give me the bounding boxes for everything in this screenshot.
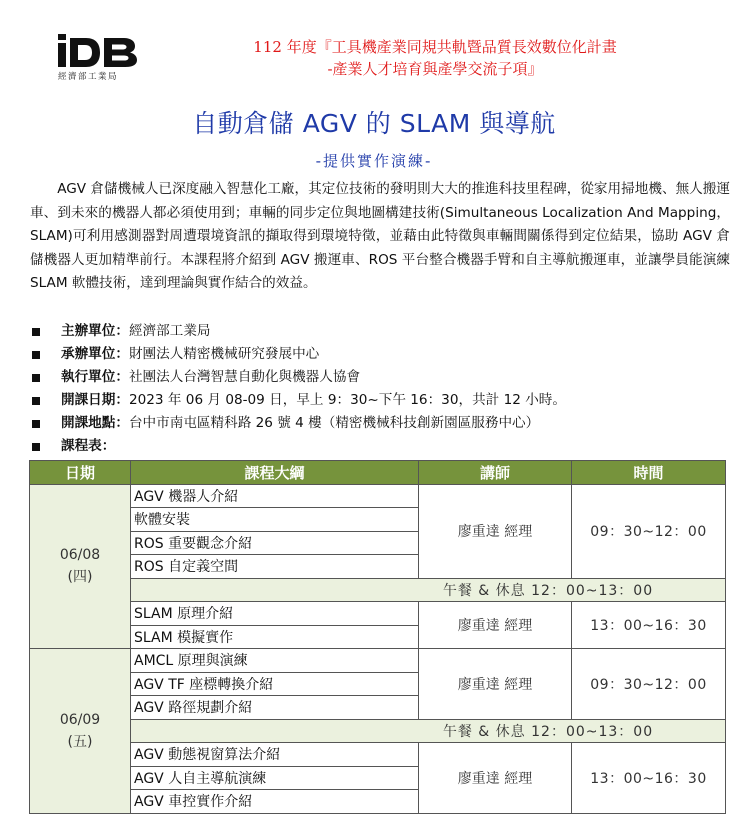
topic-cell: AMCL 原理與演練 [131,649,419,673]
header-time: 時間 [572,461,726,485]
square-bullet-icon [32,328,40,336]
header-outline: 課程大綱 [131,461,419,485]
course-schedule-table [29,460,726,814]
info-label: 主辦單位： [61,323,129,339]
plan-title-line1: 112 年度『工具機產業同規共軌暨品質長效數位化計畫 [253,38,617,56]
day2-morning-time: 09：30~12：00 [572,649,726,720]
square-bullet-icon [32,443,40,451]
topic-cell: ROS 自定義空間 [131,555,419,579]
info-value: 經濟部工業局 [128,323,211,339]
page-header [0,0,748,90]
course-title: 自動倉儲 AGV 的 SLAM 與導航 [192,109,556,138]
day1-morning-instructor: 廖重達 經理 [419,484,572,578]
square-bullet-icon [32,351,40,359]
idb-logo-mark [58,34,140,68]
table-header-row [30,461,726,485]
table-row [30,578,726,602]
topic-cell: AGV 人自主導航演練 [131,766,419,790]
lunch-break-text: 午餐 & 休息 12：00~13：00 [442,723,654,740]
info-label: 執行單位： [61,369,129,385]
info-item-location [30,412,730,435]
topic-cell: 軟體安裝 [131,508,419,532]
day1-afternoon-time: 13：00~16：30 [572,602,726,649]
info-item-date [30,389,730,412]
header-instructor: 講師 [419,461,572,485]
table-row [30,743,726,767]
info-label: 承辦單位： [61,346,129,362]
table-row [30,602,726,626]
info-label: 課程表： [61,438,116,454]
info-value: 社團法人台灣智慧自動化與機器人協會 [128,369,361,385]
topic-cell: AGV 機器人介紹 [131,484,419,508]
topic-cell: ROS 重要觀念介紹 [131,531,419,555]
course-introduction: AGV 倉儲機械人已深度融入智慧化工廠，其定位技術的發明則大大的推進科技里程碑，從家用掃地機、無人搬運車、到未來的機器人都必須使用到；車輛的同步定位與地圖構建技術(Simultaneous Localization And Mapping，SLAM)可利用感測器對周遭環境資訊的擷取得到環境特徵，並藉由此特徵與車輛間關係得到定位結果，協助 AGV 倉儲機器人更加精準前行。本課程將介紹到 AGV 搬運車、ROS 平台整合機器手臂和自主導航搬運車，並讓學員能演練 SLAM 軟體技術，達到理論與實作結合的效益。 [30,181,730,291]
info-item-schedule [30,435,730,458]
lunch-break-text: 午餐 & 休息 12：00~13：00 [442,582,654,599]
info-value: 財團法人精密機械研究發展中心 [128,346,320,362]
day2-morning-instructor: 廖重達 經理 [419,649,572,720]
topic-cell: AGV 動態視窗算法介紹 [131,743,419,767]
topic-cell: AGV TF 座標轉換介紹 [131,672,419,696]
day1-afternoon-instructor: 廖重達 經理 [419,602,572,649]
day2-afternoon-instructor: 廖重達 經理 [419,743,572,814]
square-bullet-icon [32,420,40,428]
day1-date: 06/08 [59,547,101,564]
topic-cell: AGV 路徑規劃介紹 [131,696,419,720]
table-row [30,719,726,743]
day1-lunch-break [131,578,726,602]
day2-date-cell [30,649,131,814]
info-label: 開課地點： [61,415,129,431]
table-row [30,484,726,508]
day2-date: 06/09 [59,711,101,728]
info-item-contractor [30,343,730,366]
header-date: 日期 [30,461,131,485]
day1-date-cell [30,484,131,649]
topic-cell: AGV 車控實作介紹 [131,790,419,814]
topic-cell: SLAM 原理介紹 [131,602,419,626]
topic-cell: SLAM 模擬實作 [131,625,419,649]
idb-logo [58,34,140,82]
course-subtitle: -提供實作演練- [315,152,433,170]
day2-afternoon-time: 13：00~16：30 [572,743,726,814]
info-item-organizer [30,320,730,343]
square-bullet-icon [32,397,40,405]
plan-title-line2: -產業人才培育與產學交流子項』 [327,60,543,78]
info-value: 2023 年 06 月 08-09 日，早上 9：30~下午 16：30，共計 12 小時。 [128,392,566,408]
logo-subtitle: 經濟部工業局 [58,72,119,82]
day1-morning-time: 09：30~12：00 [572,484,726,578]
table-row [30,649,726,673]
plan-title [200,36,670,80]
info-value: 台中市南屯區精科路 26 號 4 樓（精密機械科技創新園區服務中心） [128,415,540,431]
course-info-list [30,320,730,458]
day2-lunch-break [131,719,726,743]
info-label: 開課日期： [61,392,129,408]
day1-weekday: (四) [67,569,93,586]
square-bullet-icon [32,374,40,382]
day2-weekday: (五) [67,733,93,750]
info-item-executor [30,366,730,389]
